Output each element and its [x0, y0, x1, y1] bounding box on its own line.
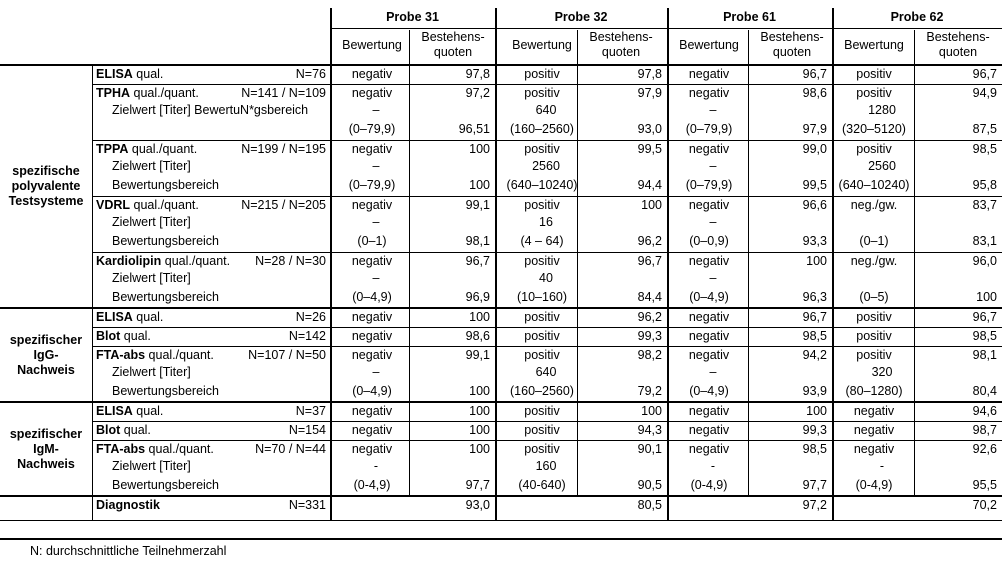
pass-rate-value: 70,2 [972, 498, 997, 512]
test-name-mode: qual./quant. [128, 142, 198, 156]
col-quoten-header: quoten [601, 45, 641, 59]
participant-count: N=141 / N=109 [241, 86, 326, 100]
test-name-mode: qual./quant. [145, 442, 214, 456]
target-titer: 40 [539, 271, 553, 285]
evaluation-value: negativ [688, 329, 730, 343]
sub-label: Zielwert [Titer] [112, 159, 191, 173]
pass-rate-value: 90,1 [637, 442, 662, 456]
pass-rate-value: 96,7 [972, 310, 997, 324]
test-name-mode: qual./quant. [130, 198, 199, 212]
group-label: spezifische [12, 164, 80, 178]
test-name-mode: qual./quant. [145, 348, 214, 362]
pass-rate-value: 100 [469, 384, 490, 398]
test-name-bold: VDRL [96, 198, 131, 212]
participant-count: N=215 / N=205 [241, 198, 326, 212]
row-divider [330, 28, 1002, 29]
pass-rate-value: 95,8 [972, 178, 997, 192]
sub-label: Zielwert [Titer] [112, 365, 191, 379]
group-label: IgG- [33, 347, 59, 362]
row-divider [0, 538, 1002, 540]
evaluation-value: negativ [688, 348, 730, 362]
test-name-mode: qual. [132, 310, 164, 324]
pass-rate-value: 96,7 [637, 254, 662, 268]
pass-rate-value: 100 [469, 178, 490, 192]
pass-rate-value: 80,4 [972, 384, 997, 398]
pass-rate-value: 79,2 [637, 384, 662, 398]
col-quoten-header: quoten [938, 45, 978, 59]
evaluation-value: positiv [524, 404, 560, 418]
pass-rate-value: 98,7 [972, 423, 997, 437]
pass-rate-value: 90,5 [637, 478, 662, 492]
test-name-bold: FTA-abs [96, 442, 146, 456]
probe-title: Probe 61 [723, 10, 776, 24]
test-name [96, 404, 163, 419]
col-bewertung-header: Bewertung [679, 38, 739, 52]
pass-rate-value: 93,0 [465, 498, 490, 512]
pass-rate-value: 96,51 [458, 122, 490, 136]
pass-rate-value: 96,7 [802, 67, 827, 81]
pass-rate-value: 96,7 [972, 67, 997, 81]
participant-count: N=142 [288, 329, 326, 343]
range-value: (40-640) [518, 478, 566, 492]
range-value: (0-4,9) [353, 478, 391, 492]
pass-rate-value: 97,7 [802, 478, 827, 492]
pass-rate-value: 94,6 [972, 404, 997, 418]
range-value: (0–1) [859, 234, 889, 248]
range-value: (640–10240) [838, 178, 910, 192]
pass-rate-value: 98,1 [465, 234, 490, 248]
range-value: (640–10240) [506, 178, 578, 192]
pass-rate-value: 99,3 [637, 329, 662, 343]
pass-rate-value: 95,5 [972, 478, 997, 492]
probe-title: Probe 31 [386, 10, 439, 24]
evaluation-value: negativ [351, 86, 393, 100]
evaluation-value: negativ [853, 404, 895, 418]
group-label: Nachweis [17, 456, 75, 471]
row-divider [0, 520, 1002, 521]
col-bewertung-header: Bewertung [512, 38, 572, 52]
range-value: (0–79,9) [348, 122, 396, 136]
group-label: IgM- [33, 441, 59, 456]
target-titer: 640 [535, 365, 557, 379]
target-titer: – [709, 215, 717, 229]
evaluation-value: positiv [524, 423, 560, 437]
pass-rate-value: 100 [806, 404, 827, 418]
target-titer: 2560 [868, 159, 896, 173]
test-name-mode: qual./quant. [161, 254, 231, 268]
pass-rate-value: 98,5 [802, 329, 827, 343]
evaluation-value: negativ [351, 442, 393, 456]
pass-rate-value: 97,8 [637, 67, 662, 81]
pass-rate-value: 98,6 [802, 86, 827, 100]
pass-rate-value: 99,5 [637, 142, 662, 156]
col-quoten-header: quoten [433, 45, 473, 59]
participant-count: N=199 / N=195 [241, 142, 326, 156]
target-titer: 640 [535, 103, 557, 117]
range-value: (160–2560) [510, 384, 574, 398]
evaluation-value: negativ [351, 404, 393, 418]
pass-rate-value: 99,5 [802, 178, 827, 192]
pass-rate-value: 96,9 [465, 290, 490, 304]
group-label: Testsysteme [8, 194, 84, 208]
row-divider [92, 440, 1002, 441]
evaluation-value: positiv [524, 198, 560, 212]
evaluation-value: positiv [856, 329, 892, 343]
test-name-bold: Diagnostik [96, 498, 160, 512]
evaluation-value: negativ [688, 423, 730, 437]
evaluation-value: negativ [688, 86, 730, 100]
target-titer: – [372, 103, 380, 117]
sub-label: Bewertungsbereich [112, 478, 220, 492]
evaluation-value: positiv [856, 348, 892, 362]
pass-rate-value: 99,1 [465, 348, 490, 362]
pass-rate-value: 94,3 [637, 423, 662, 437]
pass-rate-value: 99,1 [465, 198, 490, 212]
target-titer: 160 [535, 459, 557, 473]
pass-rate-value: 96,2 [637, 310, 662, 324]
evaluation-value: neg./gw. [850, 198, 898, 212]
pass-rate-value: 93,3 [802, 234, 827, 248]
test-name-mode: qual. [132, 67, 164, 81]
pass-rate-value: 98,6 [465, 329, 490, 343]
range-value: (0-4,9) [855, 478, 893, 492]
test-name [96, 498, 160, 513]
evaluation-value: negativ [351, 67, 393, 81]
test-name [96, 67, 163, 82]
test-name-bold: Blot [96, 423, 121, 437]
range-value: (80–1280) [845, 384, 903, 398]
target-titer: 320 [871, 365, 893, 379]
probe-title: Probe 32 [554, 10, 608, 24]
evaluation-value: negativ [351, 329, 393, 343]
pass-rate-value: 99,3 [802, 423, 827, 437]
test-name-mode: qual. [132, 404, 164, 418]
pass-rate-value: 100 [806, 254, 827, 268]
pass-rate-value: 98,5 [802, 442, 827, 456]
participant-count: N=28 / N=30 [255, 254, 326, 268]
range-value: (0–4,9) [352, 290, 392, 304]
group-label: Nachweis [17, 362, 75, 377]
col-quoten-header: quoten [772, 45, 812, 59]
evaluation-value: positiv [856, 86, 892, 100]
evaluation-value: negativ [351, 142, 393, 156]
group-label: spezifischer [9, 426, 83, 441]
target-titer: - [710, 459, 716, 473]
evaluation-value: negativ [688, 142, 730, 156]
pass-rate-value: 96,3 [802, 290, 827, 304]
sub-label: Zielwert [Titer] [112, 215, 191, 229]
evaluation-value: neg./gw. [850, 254, 898, 268]
pass-rate-value: 98,5 [972, 142, 997, 156]
row-divider [92, 252, 1002, 253]
pass-rate-value: 83,1 [972, 234, 997, 248]
pass-rate-value: 87,5 [972, 122, 997, 136]
pass-rate-value: 94,4 [637, 178, 662, 192]
range-value: (0–79,9) [685, 178, 733, 192]
evaluation-value: positiv [524, 86, 560, 100]
pass-rate-value: 83,7 [972, 198, 997, 212]
test-name-bold: TPPA [96, 142, 129, 156]
range-value: (10–160) [516, 290, 568, 304]
test-name-bold: ELISA [96, 67, 133, 81]
row-divider [0, 307, 1002, 309]
target-titer: – [709, 365, 717, 379]
range-value: (0–4,9) [689, 290, 729, 304]
range-value: (0–5) [859, 290, 889, 304]
sub-label: Bewertungsbereich [112, 290, 220, 304]
col-quoten-header: Bestehens- [421, 30, 485, 44]
row-divider [0, 495, 1002, 497]
target-titer: – [372, 365, 380, 379]
pass-rate-value: 100 [469, 442, 490, 456]
target-titer: 16 [539, 215, 553, 229]
evaluation-value: positiv [524, 310, 560, 324]
pass-rate-value: 100 [469, 423, 490, 437]
group-label: spezifischer [9, 332, 83, 347]
evaluation-value: negativ [853, 423, 895, 437]
row-divider [92, 346, 1002, 347]
sub-label: Bewertungsbereich [112, 234, 220, 248]
pass-rate-value: 94,9 [972, 86, 997, 100]
target-titer: – [372, 215, 380, 229]
range-value: (0–79,9) [348, 178, 396, 192]
test-name-bold: TPHA [96, 86, 131, 100]
pass-rate-value: 97,8 [465, 67, 490, 81]
evaluation-value: positiv [524, 142, 560, 156]
target-titer: – [709, 159, 717, 173]
pass-rate-value: 96,6 [802, 198, 827, 212]
col-quoten-header: Bestehens- [589, 30, 653, 44]
evaluation-value: negativ [688, 442, 730, 456]
participant-count: N=26 [295, 310, 326, 324]
pass-rate-value: 100 [469, 142, 490, 156]
pass-rate-value: 100 [469, 310, 490, 324]
range-value: (0–79,9) [685, 122, 733, 136]
target-titer: – [372, 159, 380, 173]
test-name-bold: Kardiolipin [96, 254, 162, 268]
pass-rate-value: 100 [641, 198, 662, 212]
range-value: (320–5120) [842, 122, 906, 136]
pass-rate-value: 97,9 [637, 86, 662, 100]
pass-rate-value: 98,5 [972, 329, 997, 343]
test-name-bold: FTA-abs [96, 348, 146, 362]
evaluation-value: negativ [688, 67, 730, 81]
evaluation-value: negativ [688, 310, 730, 324]
range-value: (0-4,9) [690, 478, 728, 492]
pass-rate-value: 100 [641, 404, 662, 418]
test-name-mode: qual. [120, 329, 151, 343]
pass-rate-value: 98,1 [972, 348, 997, 362]
participant-count: N=76 [295, 67, 326, 81]
test-name-mode: qual./quant. [130, 86, 199, 100]
target-titer: – [372, 271, 380, 285]
evaluation-value: negativ [351, 198, 393, 212]
range-value: (0–1) [357, 234, 387, 248]
row-divider [92, 421, 1002, 422]
target-titer: - [373, 459, 379, 473]
evaluation-value: positiv [856, 67, 892, 81]
evaluation-value: positiv [524, 442, 560, 456]
target-titer: – [709, 103, 717, 117]
range-value: (4 – 64) [520, 234, 564, 248]
sub-label: Bewertungsbereich [112, 384, 220, 398]
evaluation-value: positiv [524, 254, 560, 268]
sub-label: Zielwert [Titer] [112, 271, 191, 285]
pass-rate-value: 96,2 [637, 234, 662, 248]
evaluation-value: negativ [853, 442, 895, 456]
participant-count: N=70 / N=44 [255, 442, 326, 456]
row-divider [0, 64, 1002, 66]
pass-rate-value: 100 [976, 290, 997, 304]
pass-rate-value: 97,2 [802, 498, 827, 512]
test-name [96, 423, 151, 438]
pass-rate-value: 80,5 [637, 498, 662, 512]
range-value: (0–4,9) [689, 384, 729, 398]
pass-rate-value: 100 [469, 404, 490, 418]
target-titer: 2560 [532, 159, 560, 173]
col-bewertung-header: Bewertung [342, 38, 402, 52]
participant-count: N=154 [288, 423, 326, 437]
evaluation-value: negativ [351, 423, 393, 437]
evaluation-value: positiv [856, 310, 892, 324]
pass-rate-value: 96,7 [802, 310, 827, 324]
range-value: (160–2560) [510, 122, 574, 136]
target-titer: – [709, 271, 717, 285]
pass-rate-value: 96,0 [972, 254, 997, 268]
participant-count: N=331 [288, 498, 326, 512]
evaluation-value: negativ [351, 348, 393, 362]
row-divider [92, 327, 1002, 328]
range-value: (0–4,9) [352, 384, 392, 398]
evaluation-value: positiv [524, 67, 560, 81]
pass-rate-value: 97,7 [465, 478, 490, 492]
pass-rate-value: 84,4 [637, 290, 662, 304]
col-bewertung-header: Bewertung [844, 38, 904, 52]
pass-rate-value: 98,2 [637, 348, 662, 362]
sub-label: Zielwert [Titer] [112, 459, 191, 473]
probe-title: Probe 62 [890, 10, 944, 24]
sub-label: Zielwert [Titer] BewertuN*gsbereich [112, 103, 309, 117]
test-name-bold: Blot [96, 329, 121, 343]
row-divider [92, 196, 1002, 197]
pass-rate-value: 96,7 [465, 254, 490, 268]
pass-rate-value: 97,2 [465, 86, 490, 100]
evaluation-value: positiv [524, 329, 560, 343]
range-value: (0–0,9) [689, 234, 729, 248]
pass-rate-value: 97,9 [802, 122, 827, 136]
pass-rate-value: 92,6 [972, 442, 997, 456]
col-quoten-header: Bestehens- [760, 30, 824, 44]
evaluation-value: negativ [688, 254, 730, 268]
sub-label: Bewertungsbereich [112, 178, 220, 192]
target-titer: - [879, 459, 885, 473]
participant-count: N=107 / N=50 [248, 348, 326, 362]
test-name-bold: ELISA [96, 404, 133, 418]
test-name-bold: ELISA [96, 310, 133, 324]
group-label: polyvalente [11, 179, 81, 193]
footnote: N: durchschnittliche Teilnehmerzahl [30, 544, 227, 558]
pass-rate-value: 93,0 [637, 122, 662, 136]
evaluation-value: negativ [688, 198, 730, 212]
evaluation-value: negativ [351, 254, 393, 268]
test-name [96, 329, 151, 344]
row-divider [92, 140, 1002, 141]
evaluation-value: negativ [351, 310, 393, 324]
target-titer: 1280 [868, 103, 896, 117]
evaluation-value: positiv [524, 348, 560, 362]
pass-rate-value: 94,2 [802, 348, 827, 362]
participant-count: N=37 [295, 404, 326, 418]
col-quoten-header: Bestehens- [926, 30, 990, 44]
pass-rate-value: 99,0 [802, 142, 827, 156]
test-name-mode: qual. [120, 423, 151, 437]
row-divider [0, 401, 1002, 403]
evaluation-value: negativ [688, 404, 730, 418]
evaluation-value: positiv [856, 142, 892, 156]
test-name [96, 310, 163, 325]
pass-rate-value: 93,9 [802, 384, 827, 398]
row-divider [92, 84, 1002, 85]
